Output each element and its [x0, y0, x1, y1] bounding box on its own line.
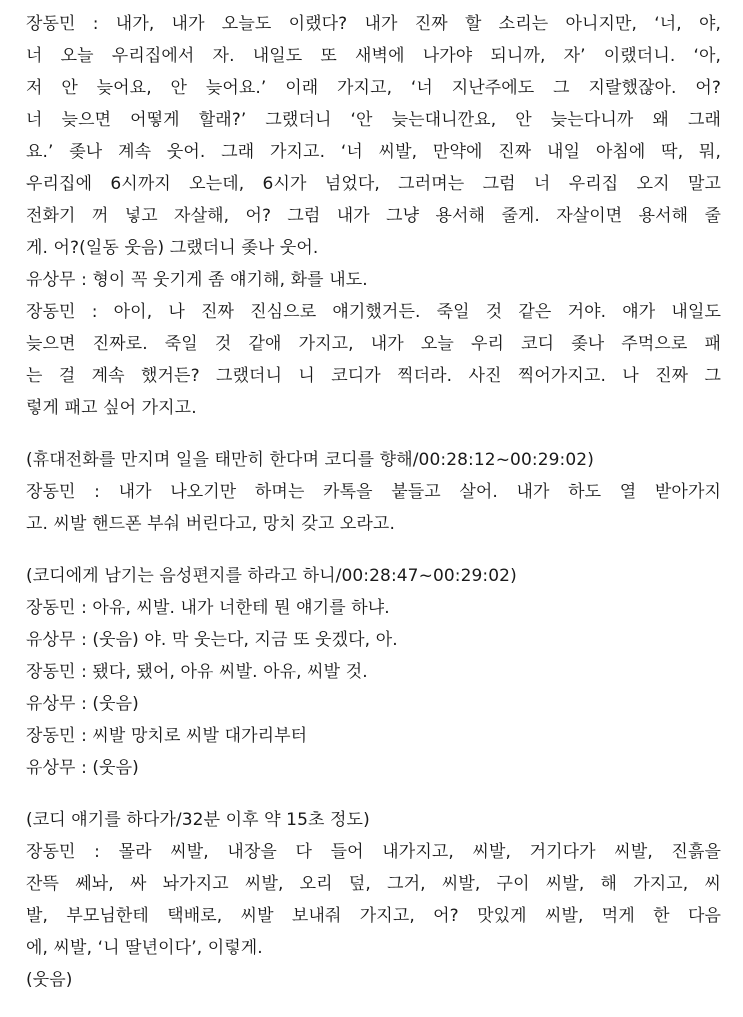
transcript-line: 늦으면 진짜로. 죽일 것 같애 가지고, 내가 오늘 우리 코디 좆나 주먹으로 패 [26, 334, 721, 354]
transcript-line: 장동민 : 내가, 내가 오늘도 이랬다? 내가 진짜 할 소리는 아니지만, ‘너, 야, [26, 14, 721, 34]
transcript-line: 유상무 : (웃음) [26, 694, 139, 714]
transcript-line: 유상무 : (웃음) 야. 막 웃는다, 지금 또 웃겠다, 아. [26, 630, 398, 650]
transcript-line: 는 걸 계속 했거든? 그랬더니 니 코디가 찍더라. 사진 찍어가지고. 나 진짜 그 [26, 366, 721, 386]
transcript-section-3 [26, 560, 721, 784]
scene-note: (휴대전화를 만지며 일을 태만히 한다며 코디를 향해/00:28:12~00:29:02) [26, 450, 594, 470]
transcript-line: 장동민 : 씨발 망치로 씨발 대가리부터 [26, 726, 308, 746]
scene-note: (코디 얘기를 하다가/32분 이후 약 15초 정도) [26, 810, 370, 830]
transcript-line: 요.’ 좆나 계속 웃어. 그래 가지고. ‘너 씨발, 만약에 진짜 내일 아침에 딱, 뭐, [26, 142, 721, 162]
transcript-section-4 [26, 804, 721, 996]
transcript-line: 잔뜩 쎄놔, 싸 놔가지고 씨발, 오리 덮, 그거, 씨발, 구이 씨발, 해 가지고, 씨 [26, 874, 721, 894]
transcript-line: 저 안 늦어요, 안 늦어요.’ 이래 가지고, ‘너 지난주에도 그 지랄했잖아. 어? [26, 78, 721, 98]
transcript-line: 너 늦으면 어떻게 할래?’ 그랬더니 ‘안 늦는대니깐요, 안 늦는다니까 왜 그래 [26, 110, 721, 130]
transcript-line: 발, 부모님한테 택배로, 씨발 보내줘 가지고, 어? 맛있게 씨발, 먹게 한 다음 [26, 906, 721, 926]
transcript-line: 장동민 : 아유, 씨발. 내가 너한테 뭔 얘기를 하냐. [26, 598, 390, 618]
transcript-line: 유상무 : 형이 꼭 웃기게 좀 얘기해, 화를 내도. [26, 270, 368, 290]
transcript-section-1 [26, 8, 721, 424]
transcript-line: 너 오늘 우리집에서 자. 내일도 또 새벽에 나가야 되니까, 자’ 이랬더니. ‘아, [26, 46, 721, 66]
transcript-line: 장동민 : 내가 나오기만 하며는 카톡을 붙들고 살어. 내가 하도 열 받아가지 [26, 482, 721, 502]
transcript-line: 게. 어?(일동 웃음) 그랬더니 좆나 웃어. [26, 238, 319, 258]
transcript-line: 장동민 : 몰라 씨발, 내장을 다 들어 내가지고, 씨발, 거기다가 씨발, 진흙을 [26, 842, 721, 862]
scene-note: (코디에게 남기는 음성편지를 하라고 하니/00:28:47~00:29:02) [26, 566, 517, 586]
transcript-section-2 [26, 444, 721, 540]
scene-note: (웃음) [26, 970, 73, 990]
transcript-line: 유상무 : (웃음) [26, 758, 139, 778]
transcript-line: 고. 씨발 핸드폰 부숴 버린다고, 망치 갖고 오라고. [26, 514, 395, 534]
transcript-line: 에, 씨발, ‘니 딸년이다’, 이렇게. [26, 938, 263, 958]
transcript-line: 렇게 패고 싶어 가지고. [26, 398, 197, 418]
transcript-line: 우리집에 6시까지 오는데, 6시가 넘었다, 그러며는 그럼 너 우리집 오지 말고 [26, 174, 721, 194]
transcript-line: 전화기 꺼 넣고 자살해, 어? 그럼 내가 그냥 용서해 줄게. 자살이면 용서해 줄 [26, 206, 721, 226]
transcript-line: 장동민 : 됐다, 됐어, 아유 씨발. 아유, 씨발 것. [26, 662, 368, 682]
transcript-line: 장동민 : 아이, 나 진짜 진심으로 얘기했거든. 죽일 것 같은 거야. 얘가 내일도 [26, 302, 721, 322]
